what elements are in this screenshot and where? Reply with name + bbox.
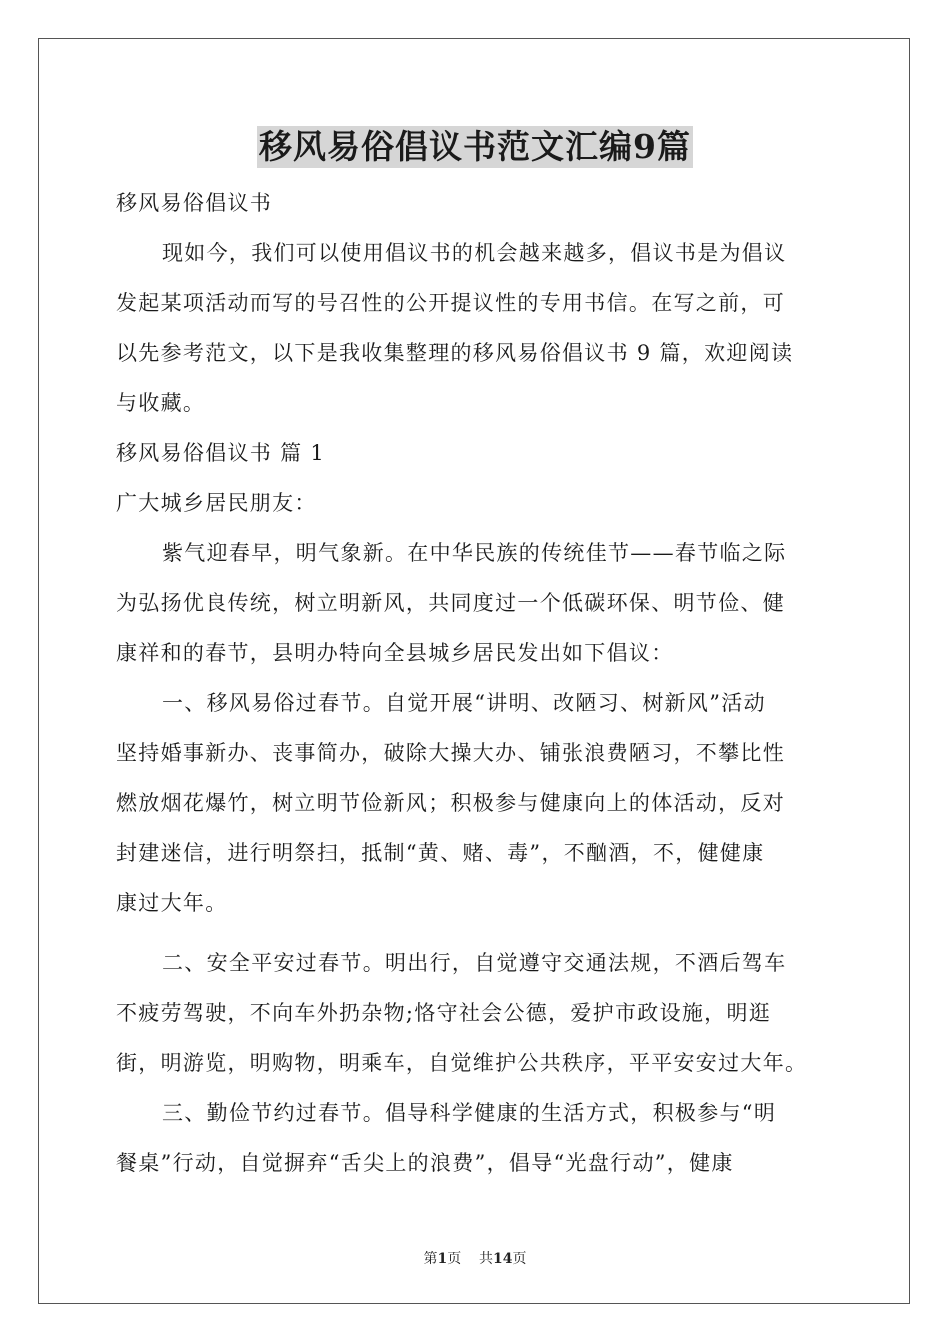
- section-heading: 移风易俗倡议书 篇 1: [116, 441, 326, 465]
- paragraph-line: 发起某项活动而写的号召性的公开提议性的专用书信。在写之前，可: [116, 291, 785, 315]
- paragraph-line: 现如今，我们可以使用倡议书的机会越来越多，倡议书是为倡议: [162, 241, 787, 265]
- document-body: [116, 178, 836, 1188]
- salutation-line: 广大城乡居民朋友：: [116, 491, 317, 515]
- document-title: [0, 126, 950, 168]
- footer-page-mid: 页 共: [447, 1251, 494, 1267]
- paragraph-line: 三、勤俭节约过春节。倡导科学健康的生活方式，积极参与“明: [162, 1101, 777, 1125]
- paragraph-line: 餐桌”行动，自觉摒弃“舌尖上的浪费”，倡导“光盘行动”，健康: [116, 1151, 734, 1175]
- page-footer: [0, 1248, 950, 1268]
- paragraph-line: 康祥和的春节，县明办特向全县城乡居民发出如下倡议：: [116, 641, 674, 665]
- paragraph-line: 坚持婚事新办、丧事简办，破除大操大办、铺张浪费陋习，不攀比性: [116, 741, 785, 765]
- paragraph-line: 不疲劳驾驶，不向车外扔杂物;恪守社会公德，爱护市政设施，明逛: [116, 1001, 772, 1025]
- paragraph-line: 封建迷信，进行明祭扫，抵制“黄、赌、毒”，不酗酒，不，健健康: [116, 841, 765, 865]
- paragraph-line: 康过大年。: [116, 891, 228, 915]
- paragraph-line: 一、移风易俗过春节。自觉开展“讲明、改陋习、树新风”活动: [162, 691, 766, 715]
- paragraph-line: 紫气迎春早，明气象新。在中华民族的传统佳节——春节临之际: [162, 541, 787, 565]
- paragraph-line: 街，明游览，明购物，明乘车，自觉维护公共秩序，平平安安过大年。: [116, 1051, 808, 1075]
- subtitle-line: 移风易俗倡议书: [116, 191, 273, 215]
- footer-page-prefix: 第: [423, 1251, 438, 1267]
- paragraph-gap: [116, 928, 836, 938]
- paragraph-line: 燃放烟花爆竹，树立明节俭新风；积极参与健康向上的体活动，反对: [116, 791, 785, 815]
- document-title-text: 移风易俗倡议书范文汇编9篇: [259, 127, 691, 166]
- footer-page-number: 1: [437, 1251, 448, 1267]
- paragraph-line: 二、安全平安过春节。明出行，自觉遵守交通法规，不酒后驾车: [162, 951, 787, 975]
- paragraph-line: 为弘扬优良传统，树立明新风，共同度过一个低碳环保、明节俭、健: [116, 591, 785, 615]
- footer-total-pages: 14: [493, 1251, 513, 1267]
- paragraph-line: 与收藏。: [116, 391, 206, 415]
- footer-page-suffix: 页: [512, 1251, 527, 1267]
- paragraph-line: 以先参考范文，以下是我收集整理的移风易俗倡议书 9 篇，欢迎阅读: [116, 341, 794, 365]
